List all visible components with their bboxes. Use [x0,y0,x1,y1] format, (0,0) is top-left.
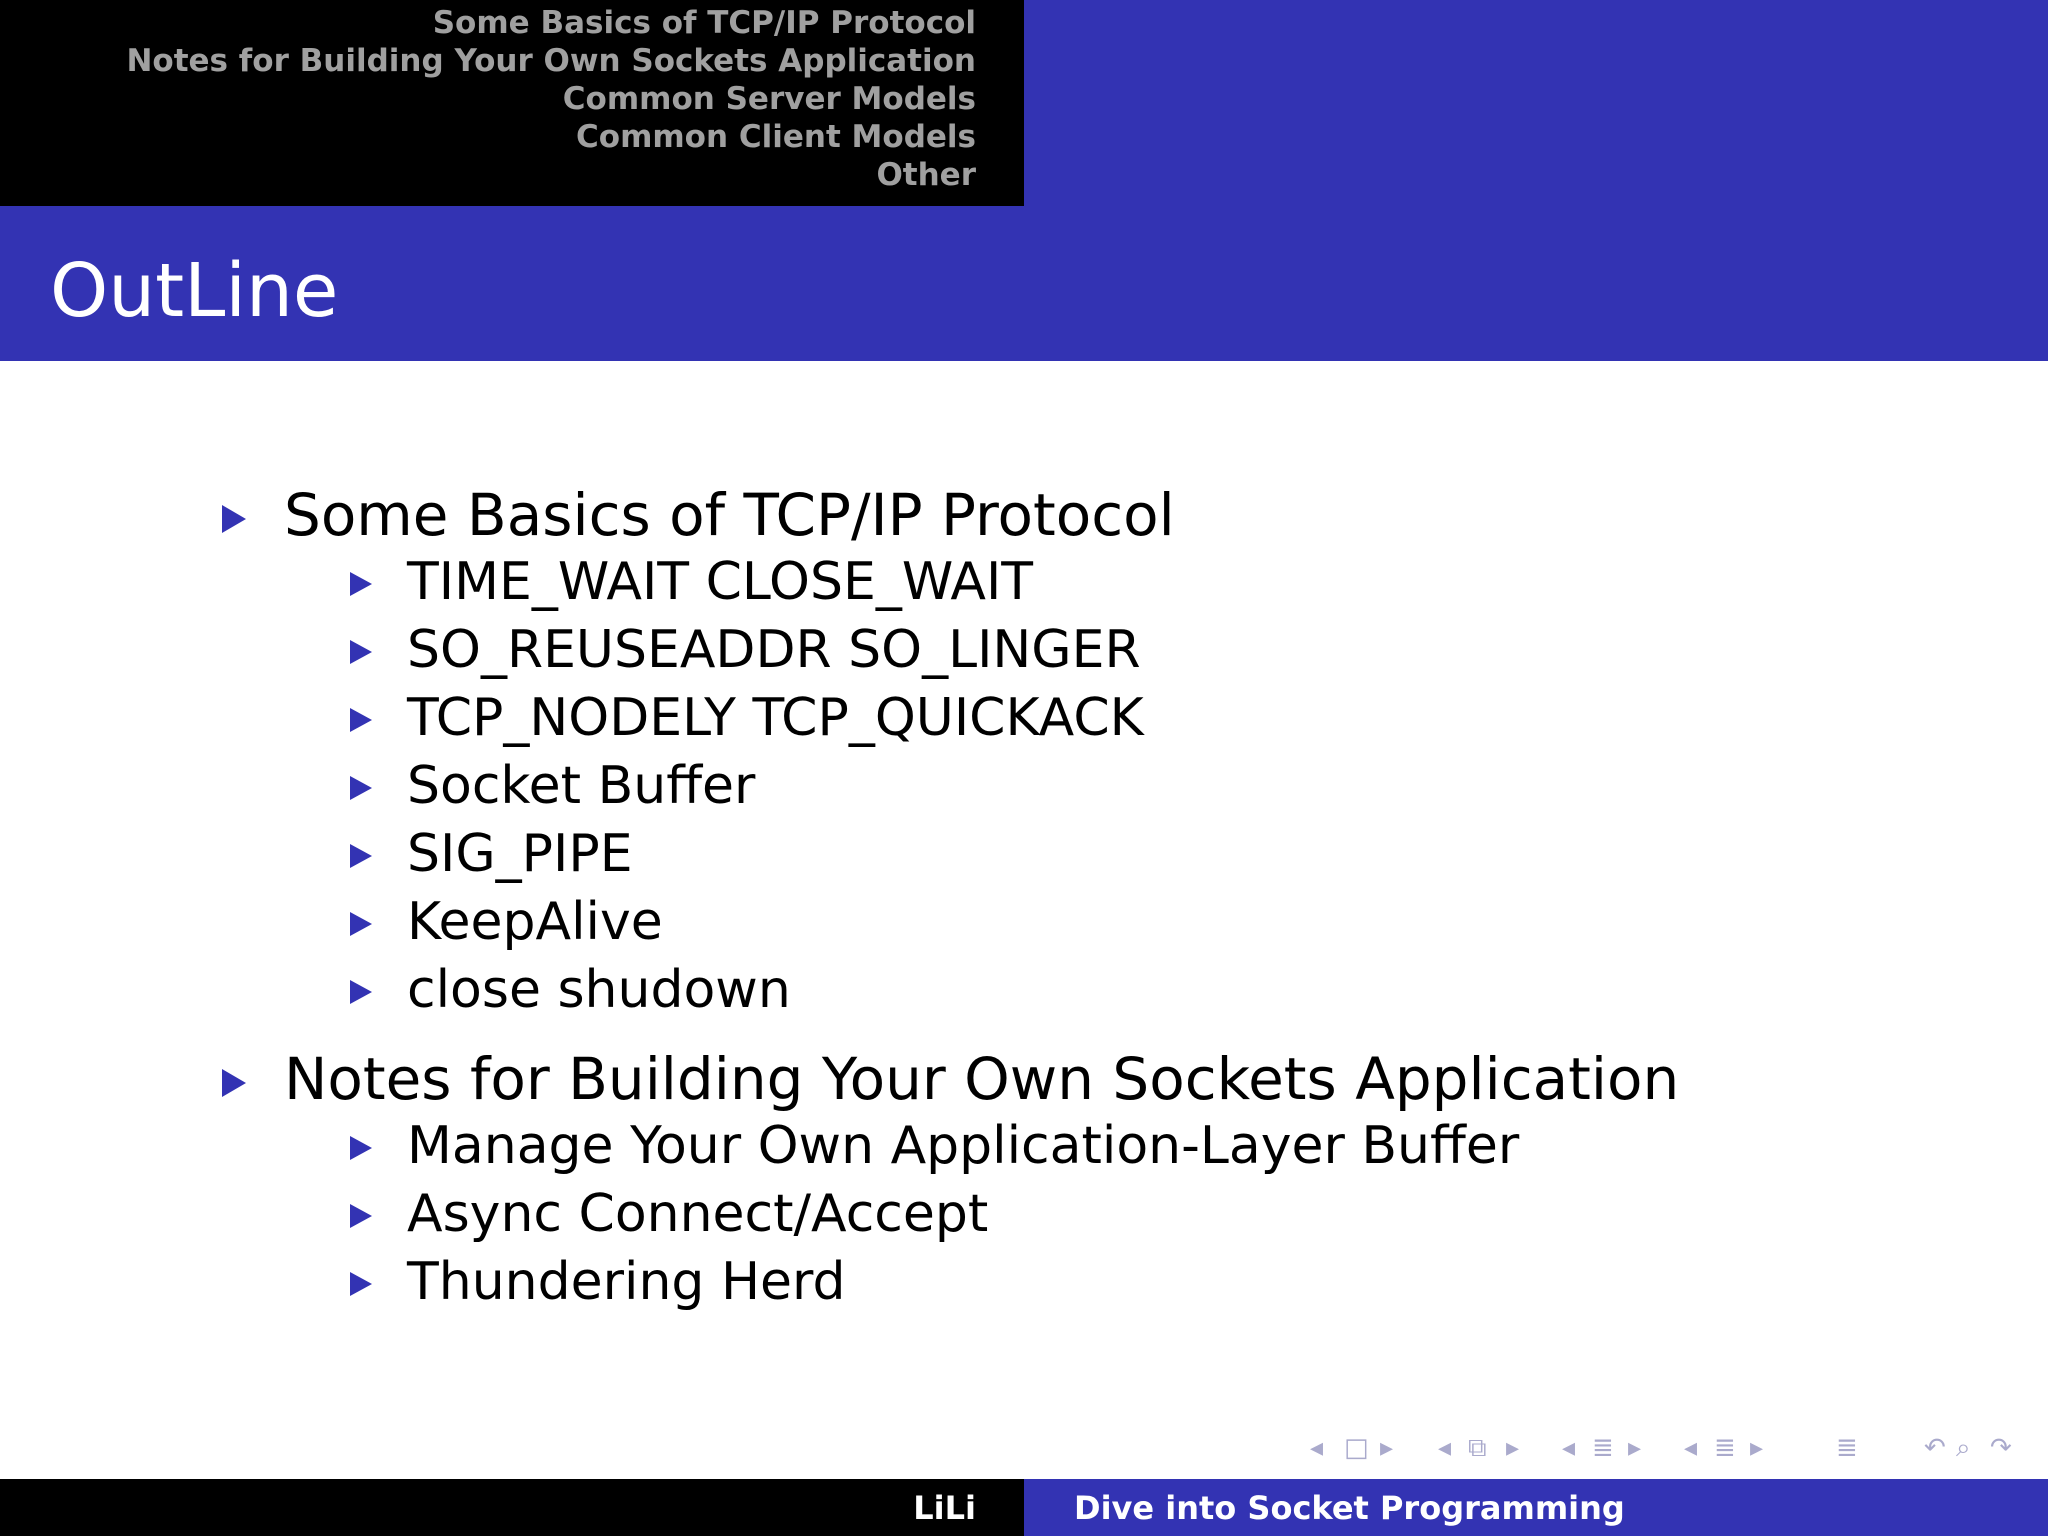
outline-subitem-label: Thundering Herd [407,1252,846,1312]
arrow-left-icon[interactable]: ◂ [1562,1433,1576,1463]
section-icon[interactable]: ≣ [1714,1433,1736,1463]
header-right-panel [1024,0,2048,206]
outline-subitem [0,958,2048,1026]
nav-section-client-models[interactable]: Common Client Models [576,119,976,155]
arrow-right-icon[interactable]: ▸ [1750,1433,1764,1463]
triangle-bullet-icon [350,572,372,596]
outline-subitem [0,822,2048,890]
nav-section-tcp-basics[interactable]: Some Basics of TCP/IP Protocol [432,5,976,41]
outline-subitem [0,1114,2048,1182]
arrow-left-icon[interactable]: ◂ [1310,1433,1324,1463]
outline-subitem-label: SO_REUSEADDR SO_LINGER [407,620,1141,680]
triangle-bullet-icon [350,912,372,936]
outline-subitem-label: Manage Your Own Application-Layer Buffer [407,1116,1520,1176]
header-bar [0,0,2048,206]
outline-subitem [0,550,2048,618]
footer-right-panel [1024,1479,2048,1536]
arrow-right-icon[interactable]: ▸ [1380,1433,1394,1463]
outline-item-label: Notes for Building Your Own Sockets Application [284,1045,1680,1113]
section-navigation [0,4,1024,194]
outline-item-label: Some Basics of TCP/IP Protocol [284,481,1175,549]
triangle-bullet-icon [350,776,372,800]
triangle-bullet-icon [350,1204,372,1228]
section-icon[interactable]: ≣ [1592,1433,1614,1463]
outline-subitem-label: TIME_WAIT CLOSE_WAIT [407,552,1034,612]
triangle-bullet-icon [350,1136,372,1160]
outline-subitem-label: close shudown [407,960,791,1020]
triangle-bullet-icon [350,1272,372,1296]
triangle-bullet-icon [350,844,372,868]
frame-title-bar [0,206,2048,361]
outline-subitem [0,686,2048,754]
outline-subitem [0,1182,2048,1250]
outline-item-tcp-basics [0,470,2048,550]
arrow-right-icon[interactable]: ▸ [1628,1433,1642,1463]
footer-author: LiLi [913,1489,976,1527]
outline-item-building-notes [0,1034,2048,1114]
group-spacer [0,1026,2048,1034]
outline-subitem-label: Async Connect/Accept [407,1184,989,1244]
footer-left-panel [0,1479,1024,1536]
outline-subitem-label: SIG_PIPE [407,824,633,884]
triangle-bullet-icon [222,1069,246,1097]
arrow-left-icon[interactable]: ◂ [1438,1433,1452,1463]
footer-title: Dive into Socket Programming [1074,1489,1625,1527]
forward-icon[interactable]: ↷ [1990,1433,2012,1463]
frame-icon[interactable]: □ [1344,1433,1369,1463]
back-icon[interactable]: ↶ [1924,1433,1946,1463]
nav-section-other[interactable]: Other [876,157,976,193]
nav-section-building-notes[interactable]: Notes for Building Your Own Sockets Application [126,43,976,79]
nav-section-server-models[interactable]: Common Server Models [562,81,976,117]
subsection-icon[interactable]: ⧉ [1468,1433,1487,1463]
document-icon[interactable]: ≣ [1836,1433,1858,1463]
outline-subitem-label: KeepAlive [407,892,663,952]
header-left-panel [0,0,1024,206]
outline-subitem [0,754,2048,822]
outline-subitem [0,890,2048,958]
search-icon[interactable]: ⌕ [1956,1433,1971,1463]
triangle-bullet-icon [350,980,372,1004]
frame-title: OutLine [50,248,339,334]
outline-subitem [0,1250,2048,1318]
triangle-bullet-icon [350,708,372,732]
triangle-bullet-icon [222,505,246,533]
navigation-symbols [1310,1430,2040,1470]
outline-subitem-label: TCP_NODELY TCP_QUICKACK [407,688,1144,748]
outline-subitem-label: Socket Buffer [407,756,756,816]
footer-bar [0,1479,2048,1536]
arrow-right-icon[interactable]: ▸ [1506,1433,1520,1463]
outline-subitem [0,618,2048,686]
outline-list [0,470,2048,1318]
triangle-bullet-icon [350,640,372,664]
arrow-left-icon[interactable]: ◂ [1684,1433,1698,1463]
